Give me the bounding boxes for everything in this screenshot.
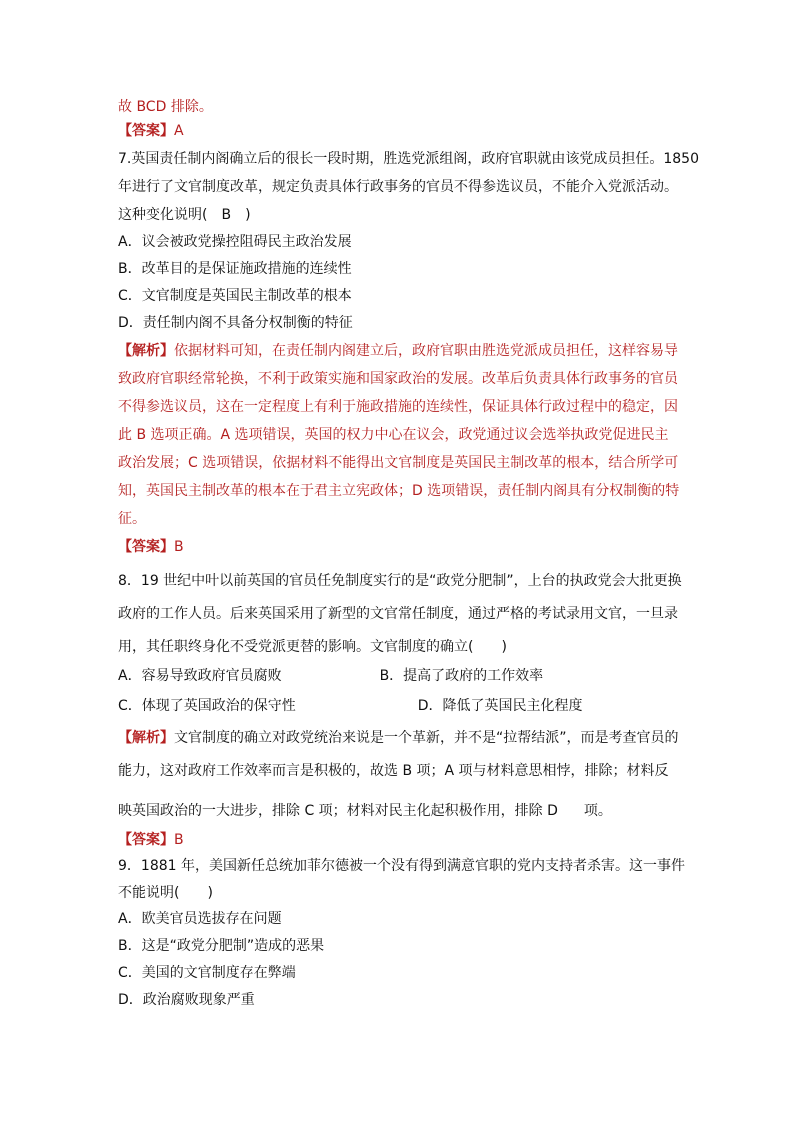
q7-analysis-line-7: 征。 [118,511,146,527]
q9-option-c: C．美国的文官制度存在弊端 [118,965,296,981]
q7-option-a: A．议会被政党操控阻碍民主政治发展 [118,234,352,250]
q7-stem-line-2: 年进行了文官制度改革，规定负责具体行政事务的官员不得参选议员，不能介入党派活动。 [118,179,678,195]
q7-analysis-line-4: 此 B 选项正确。A 选项错误，英国的权力中心在议会，政党通过议会选举执政党促进民主 [118,427,669,443]
q8-stem-line-3: 用，其任职终身化不受党派更替的影响。文官制度的确立( ) [118,639,507,655]
previous-analysis-fragment: 故 BCD 排除。 [118,99,213,115]
q8-options-row-1 [118,667,543,685]
q7-analysis-line-2: 致政府官职经常轮换，不利于政策实施和国家政治的发展。改革后负责具体行政事务的官员 [118,371,678,387]
q8-analysis-text-1: 文官制度的确立对政党统治来说是一个革新，并不是“拉帮结派”，而是考查官员的 [174,730,679,746]
q7-analysis-text-1: 依据材料可知，在责任制内阁建立后，政府官职由胜选党派成员担任，这样容易导 [174,343,678,359]
q7-final-answer-tag: 【答案】 [118,539,174,555]
q8-answer-tag: 【答案】 [118,832,174,848]
q7-analysis-line-1 [118,342,678,360]
q7-analysis-tag: 【解析】 [118,343,174,359]
q8-options-row-2 [118,697,583,715]
q7-final-answer-line [118,538,184,556]
q7-analysis-line-6: 知，英国民主制改革的根本在于君主立宪政体；D 选项错误，责任制内阁具有分权制衡的特 [118,483,680,499]
q8-stem-line-1: 8．19 世纪中叶以前英国的官员任免制度实行的是“政党分肥制”，上台的执政党会大批更换 [118,573,682,589]
q8-option-d: D．降低了英国民主化程度 [417,698,583,714]
q8-analysis-line-2: 能力，这对政府工作效率而言是积极的，故选 B 项；A 项与材料意思相悖，排除；材料反 [118,763,669,779]
q7-option-d: D．责任制内阁不具备分权制衡的特征 [118,315,353,331]
q8-stem-line-2: 政府的工作人员。后来英国采用了新型的文官常任制度，通过严格的考试录用文官，一旦录 [118,606,678,622]
q8-analysis-text-3a: 映英国政治的一大进步，排除 C 项；材料对民主化起积极作用，排除 D [118,803,558,819]
q7-final-answer-value: B [174,539,184,555]
q7-stem-line-1: 7.英国责任制内阁确立后的很长一段时期，胜选党派组阁，政府官职就由该党成员担任。1850 [118,151,699,167]
q8-analysis-line-1 [118,729,679,747]
q9-stem-line-1: 9．1881 年，美国新任总统加菲尔德被一个没有得到满意官职的党内支持者杀害。这一事件 [118,858,685,874]
q9-option-b: B．这是“政党分肥制”造成的恶果 [118,938,325,954]
q7-answer-tag: 【答案】 [118,123,174,139]
q8-answer-line [118,831,184,849]
q8-analysis-text-3b: 项。 [583,803,612,819]
q7-analysis-line-5: 政治发展；C 选项错误，依据材料不能得出文官制度是英国民主制改革的根本，结合所学可 [118,455,679,471]
q7-option-b: B．改革目的是保证施政措施的连续性 [118,261,352,277]
q8-option-b: B．提高了政府的工作效率 [379,668,544,684]
q8-analysis-line-3 [118,802,612,820]
q9-option-d: D．政治腐败现象严重 [118,992,255,1008]
q9-option-a: A．欧美官员选拔存在问题 [118,911,282,927]
q7-analysis-line-3: 不得参选议员，这在一定程度上有利于施政措施的连续性，保证具体行政过程中的稳定，因 [118,399,678,415]
q7-answer-line [118,122,184,140]
q8-option-c: C．体现了英国政治的保守性 [118,698,296,714]
q8-answer-value: B [174,832,184,848]
q7-answer-value: A [174,123,184,139]
q7-option-c: C．文官制度是英国民主制改革的根本 [118,288,352,304]
q8-option-a: A．容易导致政府官员腐败 [118,668,282,684]
q9-stem-line-2: 不能说明( ) [118,885,213,901]
q7-stem-line-3: 这种变化说明( B ) [118,207,251,223]
q8-analysis-tag: 【解析】 [118,730,174,746]
